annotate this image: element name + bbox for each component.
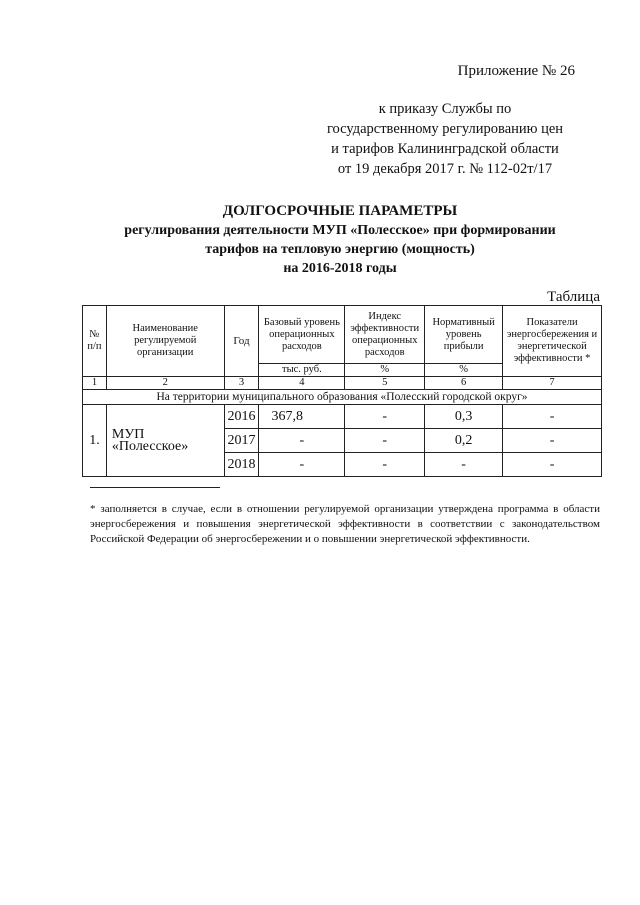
cell-profit: - (425, 453, 503, 477)
col-number: 3 (224, 377, 259, 390)
col-number: 2 (106, 377, 224, 390)
footnote-divider (90, 487, 220, 488)
unit-base: тыс. руб. (259, 364, 345, 377)
parameters-table (82, 305, 602, 477)
col-number: 5 (345, 377, 425, 390)
header-base: Базовый уровень операционных расходов (259, 306, 345, 364)
header-index: Индекс эффективности операционных расходов (345, 306, 425, 364)
section-row (83, 390, 602, 405)
table-row (83, 405, 602, 429)
row-number: 1. (83, 405, 107, 477)
footnote: * заполняется в случае, если в отношении регулируемой организации утверждена программа в области энергосбережения и повышения энергетической эффективности в соответствии с законодательством Российской Федерации об энергосбережении и о повышении энергетической эффективности. (90, 503, 600, 545)
col-number: 7 (503, 377, 602, 390)
cell-year: 2018 (224, 453, 259, 477)
order-line: государственному регулированию цен (326, 121, 564, 137)
unit-profit: % (425, 364, 503, 377)
cell-energy: - (503, 453, 602, 477)
cell-energy: - (503, 429, 602, 453)
col-number: 4 (259, 377, 345, 390)
title-line: ДОЛГОСРОЧНЫЕ ПАРАМЕТРЫ (222, 203, 458, 219)
header-year: Год (224, 306, 259, 377)
header-org: Наименование регулируемой организации (106, 306, 224, 377)
cell-year: 2016 (224, 405, 259, 429)
cell-year: 2017 (224, 429, 259, 453)
order-line: к приказу Службы по (378, 101, 512, 117)
header-energy: Показатели энергосбережения и энергетической эффективности * (503, 306, 602, 377)
appendix-number: Приложение № 26 (457, 63, 575, 79)
cell-profit: 0,2 (425, 429, 503, 453)
document-title (90, 202, 590, 278)
cell-base: 367,8 (259, 405, 345, 429)
col-number: 6 (425, 377, 503, 390)
table-header-row (83, 306, 602, 364)
title-line: на 2016-2018 годы (283, 261, 397, 276)
header-num: № п/п (83, 306, 107, 377)
order-reference (315, 99, 575, 179)
table-caption: Таблица (547, 289, 600, 305)
cell-index: - (345, 405, 425, 429)
title-line: регулирования деятельности МУП «Полесское» при формировании (124, 223, 556, 238)
unit-index: % (345, 364, 425, 377)
col-number: 1 (83, 377, 107, 390)
cell-index: - (345, 453, 425, 477)
org-name: МУП «Полесское» (106, 405, 224, 477)
section-title: На территории муниципального образования «Полесский городской округ» (83, 390, 602, 405)
cell-base: - (259, 429, 345, 453)
order-line: от 19 декабря 2017 г. № 112-02т/17 (337, 161, 553, 177)
column-numbers-row (83, 377, 602, 390)
cell-index: - (345, 429, 425, 453)
cell-base: - (259, 453, 345, 477)
title-line: тарифов на тепловую энергию (мощность) (205, 242, 475, 257)
header-profit: Нормативный уровень прибыли (425, 306, 503, 364)
order-line: и тарифов Калининградской области (331, 141, 559, 157)
cell-energy: - (503, 405, 602, 429)
cell-profit: 0,3 (425, 405, 503, 429)
